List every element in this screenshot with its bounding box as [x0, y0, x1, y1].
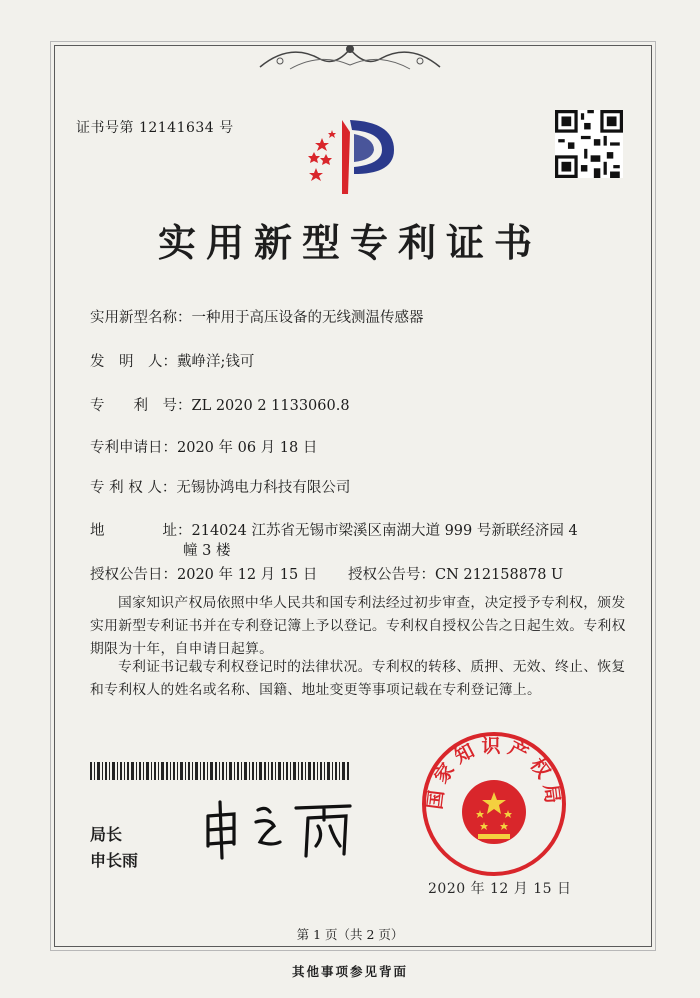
- grant-statement-paragraph: 国家知识产权局依照中华人民共和国专利法经过初步审查，决定授予专利权，颁发实用新型专利证书并在专利登记簿上予以登记。专利权自授权公告之日起生效。专利权期限为十年，自申请日起算。: [90, 595, 626, 657]
- page-number: 第 1 页（共 2 页）: [296, 927, 404, 942]
- certificate-number-suffix: 号: [219, 120, 234, 136]
- field-address: 地 址：214024 江苏省无锡市梁溪区南湖大道 999 号新联经济园 4: [90, 523, 578, 539]
- certificate-number: [76, 117, 234, 137]
- footer-note: 其他事项参见背面: [291, 964, 408, 979]
- field-grant-date: 授权公告日：2020 年 12 月 15 日: [90, 567, 318, 583]
- director-signature: [200, 798, 360, 860]
- seal-date: 2020 年 12 月 15 日: [428, 881, 572, 897]
- field-inventors: 发 明 人：戴峥洋;钱可: [90, 354, 255, 370]
- decorative-ornament: [250, 37, 450, 77]
- director-name: 申长雨: [90, 851, 139, 870]
- field-utility-name: 实用新型名称：一种用于高压设备的无线测温传感器: [90, 310, 424, 326]
- legal-status-paragraph: 专利证书记载专利权登记时的法律状况。专利权的转移、质押、无效、终止、恢复和专利权人的姓名或名称、国籍、地址变更等事项记载在专利登记簿上。: [90, 659, 626, 698]
- seal-text: 国家知识产权局: [423, 735, 565, 811]
- director-title: 局长: [90, 825, 123, 844]
- barcode-icon: [90, 762, 350, 780]
- certificate-number-value: 12141634: [138, 120, 215, 136]
- certificate-number-label: 证书号第: [76, 120, 134, 136]
- field-patent-number: 专 利 号：ZL 2020 2 1133060.8: [90, 398, 350, 414]
- certificate-title: 实用新型专利证书: [157, 220, 542, 265]
- field-patentee: 专 利 权 人：无锡协鸿电力科技有限公司: [90, 480, 351, 496]
- official-seal: [420, 730, 568, 878]
- field-filing-date: 专利申请日：2020 年 06 月 18 日: [90, 440, 318, 456]
- field-grant-number: 授权公告号：CN 212158878 U: [348, 567, 564, 583]
- qr-code-icon: [555, 110, 623, 178]
- field-address-line2: 幢 3 楼: [183, 543, 231, 559]
- cnipa-logo-icon: [294, 112, 406, 194]
